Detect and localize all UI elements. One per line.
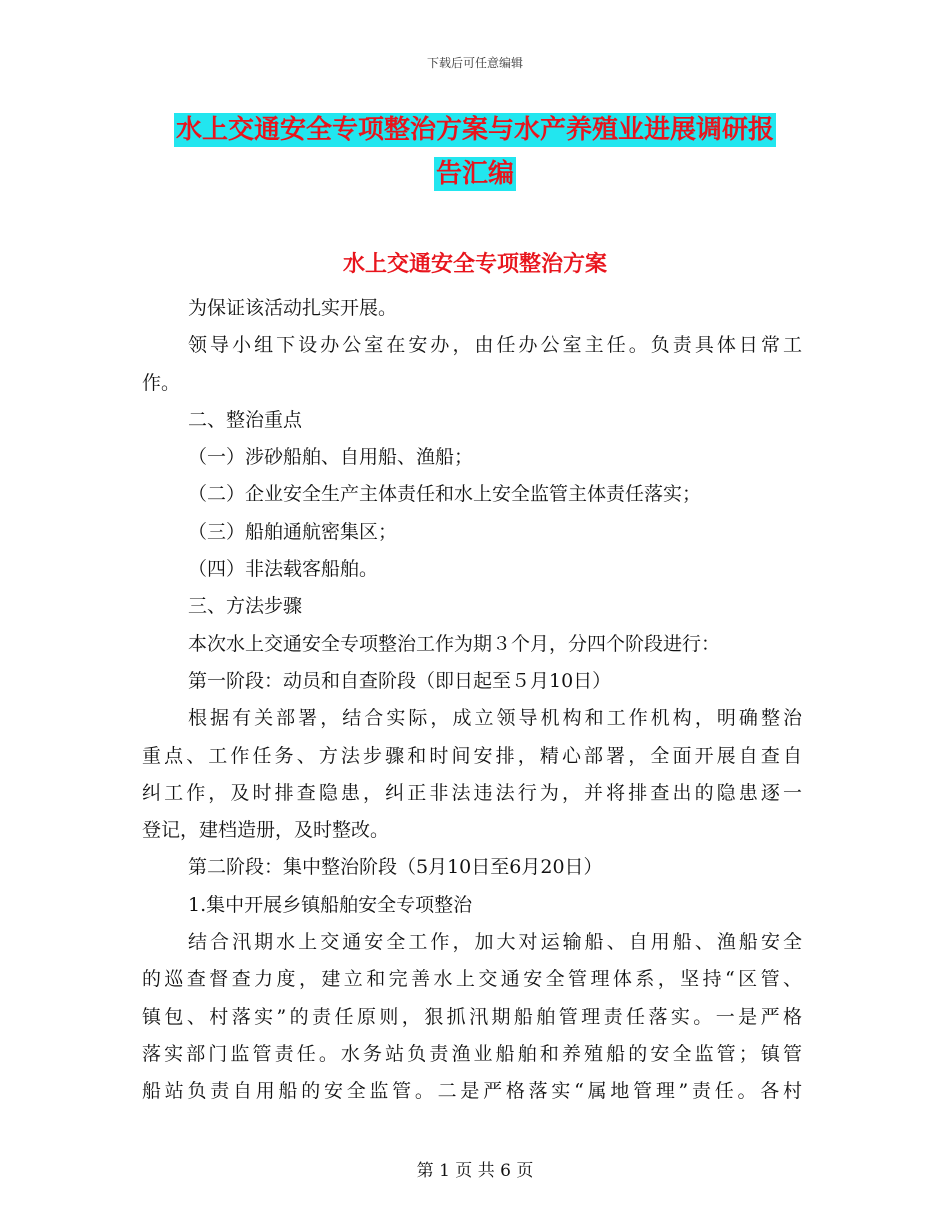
page-footer: 第 1 页 共 6 页 xyxy=(416,1161,534,1181)
paragraph-line: 1.集中开展乡镇船舶安全专项整治 xyxy=(188,893,473,916)
paragraph-line: 镇包、村落实”的责任原则，狠抓汛期船舶管理责任落实。一是严格 xyxy=(142,1005,802,1028)
paragraph-line: 本次水上交通安全专项整治工作为期３个月，分四个阶段进行： xyxy=(188,632,721,655)
document-title-line1 xyxy=(0,112,950,148)
paragraph-line: 作。 xyxy=(142,371,181,394)
paragraph-line: 结合汛期水上交通安全工作，加大对运输船、自用船、渔船安全 xyxy=(188,931,802,954)
paragraph-line: 第一阶段：动员和自查阶段（即日起至５月10日） xyxy=(188,669,612,692)
document-title-line2 xyxy=(0,156,950,192)
paragraph-line: 二、整治重点 xyxy=(188,408,303,431)
paragraph-line: 的巡查督查力度，建立和完善水上交通安全管理体系，坚持“区管、 xyxy=(142,968,802,991)
paragraph-line: （四）非法载客船舶。 xyxy=(188,558,379,581)
paragraph-line: 根据有关部署，结合实际，成立领导机构和工作机构，明确整治 xyxy=(188,707,802,730)
paragraph-line: 为保证该活动扎实开展。 xyxy=(188,297,398,319)
paragraph-line: （二）企业安全生产主体责任和水上安全监管主体责任落实； xyxy=(188,483,702,506)
document-title-text1: 水上交通安全专项整治方案与水产养殖业进展调研报 xyxy=(175,115,774,145)
header-note: 下载后可任意编辑 xyxy=(426,56,523,70)
paragraph-line: 纠工作，及时排查隐患，纠正非法违法行为，并将排查出的隐患逐一 xyxy=(142,781,802,804)
paragraph-line: 重点、工作任务、方法步骤和时间安排，精心部署，全面开展自查自 xyxy=(142,744,802,767)
document-title-text2: 告汇编 xyxy=(435,159,514,189)
paragraph-line: 领导小组下设办公室在安办，由任办公室主任。负责具体日常工 xyxy=(188,334,802,357)
paragraph-line: 第二阶段：集中整治阶段（5月10日至6月20日） xyxy=(188,856,603,879)
paragraph-line: 落实部门监管责任。水务站负责渔业船舶和养殖船的安全监管；镇管 xyxy=(142,1042,802,1065)
paragraph-line: 登记，建档造册，及时整改。 xyxy=(142,819,390,842)
section-title: 水上交通安全专项整治方案 xyxy=(342,252,607,277)
paragraph-line: （三）船舶通航密集区； xyxy=(188,520,398,543)
document-body xyxy=(142,290,802,1111)
paragraph-line: 三、方法步骤 xyxy=(188,595,303,618)
paragraph-line: 船站负责自用船的安全监管。二是严格落实“属地管理”责任。各村 xyxy=(142,1080,802,1103)
paragraph-line: （一）涉砂船舶、自用船、渔船； xyxy=(188,446,474,469)
